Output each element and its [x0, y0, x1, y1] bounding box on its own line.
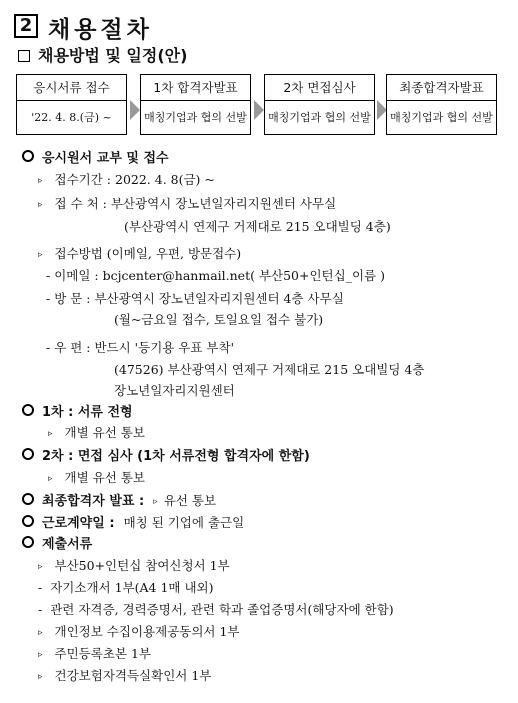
subtitle — [18, 43, 187, 66]
step-label: 1차 합격자발표 — [141, 75, 250, 101]
step-value: '22. 4. 8.(금) ~ — [31, 111, 112, 124]
circle-bullet-icon — [22, 493, 34, 505]
round2-detail: ▹ 개별 유선 통보 — [48, 470, 145, 485]
circle-bullet-icon — [22, 536, 34, 548]
step-value: 매칭기업과 협의 선발 — [144, 111, 247, 124]
arrow-right-icon — [130, 100, 140, 120]
step-2 — [140, 74, 251, 135]
application-visit: - 방 문 : 부산광역시 장노년일자리지원센터 4층 사무실 — [46, 291, 344, 306]
application-post-address: (47526) 부산광역시 연제구 거제대로 215 오대빌딩 4층 — [114, 362, 425, 377]
application-method: ▹ 접수방법 (이메일, 우편, 방문접수) — [38, 246, 242, 261]
checkbox-icon — [18, 50, 30, 62]
step-label: 응시서류 접수 — [17, 75, 126, 101]
document-item: ▹ 개인정보 수집이용제공동의서 1부 — [38, 624, 240, 639]
circle-bullet-icon — [22, 515, 34, 527]
step-1 — [16, 74, 127, 135]
triangle-bullet-icon: ▹ — [153, 497, 158, 507]
application-visit-hours: (월~금요일 접수, 토일요일 접수 불가) — [114, 312, 324, 327]
document-item: - 관련 자격증, 경력증명서, 관련 학과 졸업증명서(해당자에 한함) — [38, 602, 394, 617]
document-item: ▹ 부산50+인턴십 참여신청서 1부 — [38, 558, 230, 573]
application-heading: 응시원서 교부 및 접수 — [22, 147, 169, 166]
application-post: - 우 편 : 반드시 '등기용 우표 부착' — [46, 340, 235, 355]
step-3 — [264, 74, 375, 135]
arrow-right-icon — [254, 100, 264, 120]
triangle-bullet-icon: ▹ — [48, 474, 53, 484]
triangle-bullet-icon: ▹ — [38, 176, 43, 186]
round2-heading: 2차 : 면접 심사 (1차 서류전형 합격자에 한함) — [22, 445, 310, 464]
step-value: 매칭기업과 협의 선발 — [390, 111, 493, 124]
step-label: 2차 면접심사 — [265, 75, 374, 101]
application-place-address: (부산광역시 연제구 거제대로 215 오대빌딩 4층) — [124, 219, 391, 234]
circle-bullet-icon — [22, 404, 34, 416]
round1-detail: ▹ 개별 유선 통보 — [48, 425, 145, 440]
circle-bullet-icon — [22, 448, 34, 460]
round1-heading: 1차 : 서류 전형 — [22, 401, 133, 420]
triangle-bullet-icon: ▹ — [38, 250, 43, 260]
document-item: ▹ 주민등록초본 1부 — [38, 646, 151, 661]
document-item: ▹ 건강보험자격득실확인서 1부 — [38, 668, 212, 683]
triangle-bullet-icon: ▹ — [38, 200, 43, 210]
section-number: 2 — [14, 14, 38, 38]
step-value: 매칭기업과 협의 선발 — [268, 111, 371, 124]
application-place: ▹ 접 수 처 : 부산광역시 장노년일자리지원센터 사무실 — [38, 196, 337, 211]
document-item: - 자기소개서 1부(A4 1매 내외) — [38, 580, 214, 595]
triangle-bullet-icon: ▹ — [48, 429, 53, 439]
application-period: ▹ 접수기간 : 2022. 4. 8(금) ~ — [38, 172, 215, 187]
documents-heading: 제출서류 — [22, 533, 92, 552]
application-email: - 이메일 : bcjcenter@hanmail.net( 부산50+인턴십_이름 ) — [46, 268, 385, 283]
application-post-recipient: 장노년일자리지원센터 — [114, 383, 235, 398]
step-label: 최종합격자발표 — [387, 75, 496, 101]
contract-date: 근로계약일 : 매칭 된 기업에 출근일 — [22, 512, 244, 531]
section-title: 채용절차 — [48, 17, 153, 43]
circle-bullet-icon — [22, 150, 34, 162]
subtitle-text: 채용방법 및 일정(안) — [38, 46, 188, 65]
final-announcement: 최종합격자 발표 : ▹ 유선 통보 — [22, 490, 216, 509]
step-4 — [386, 74, 497, 135]
